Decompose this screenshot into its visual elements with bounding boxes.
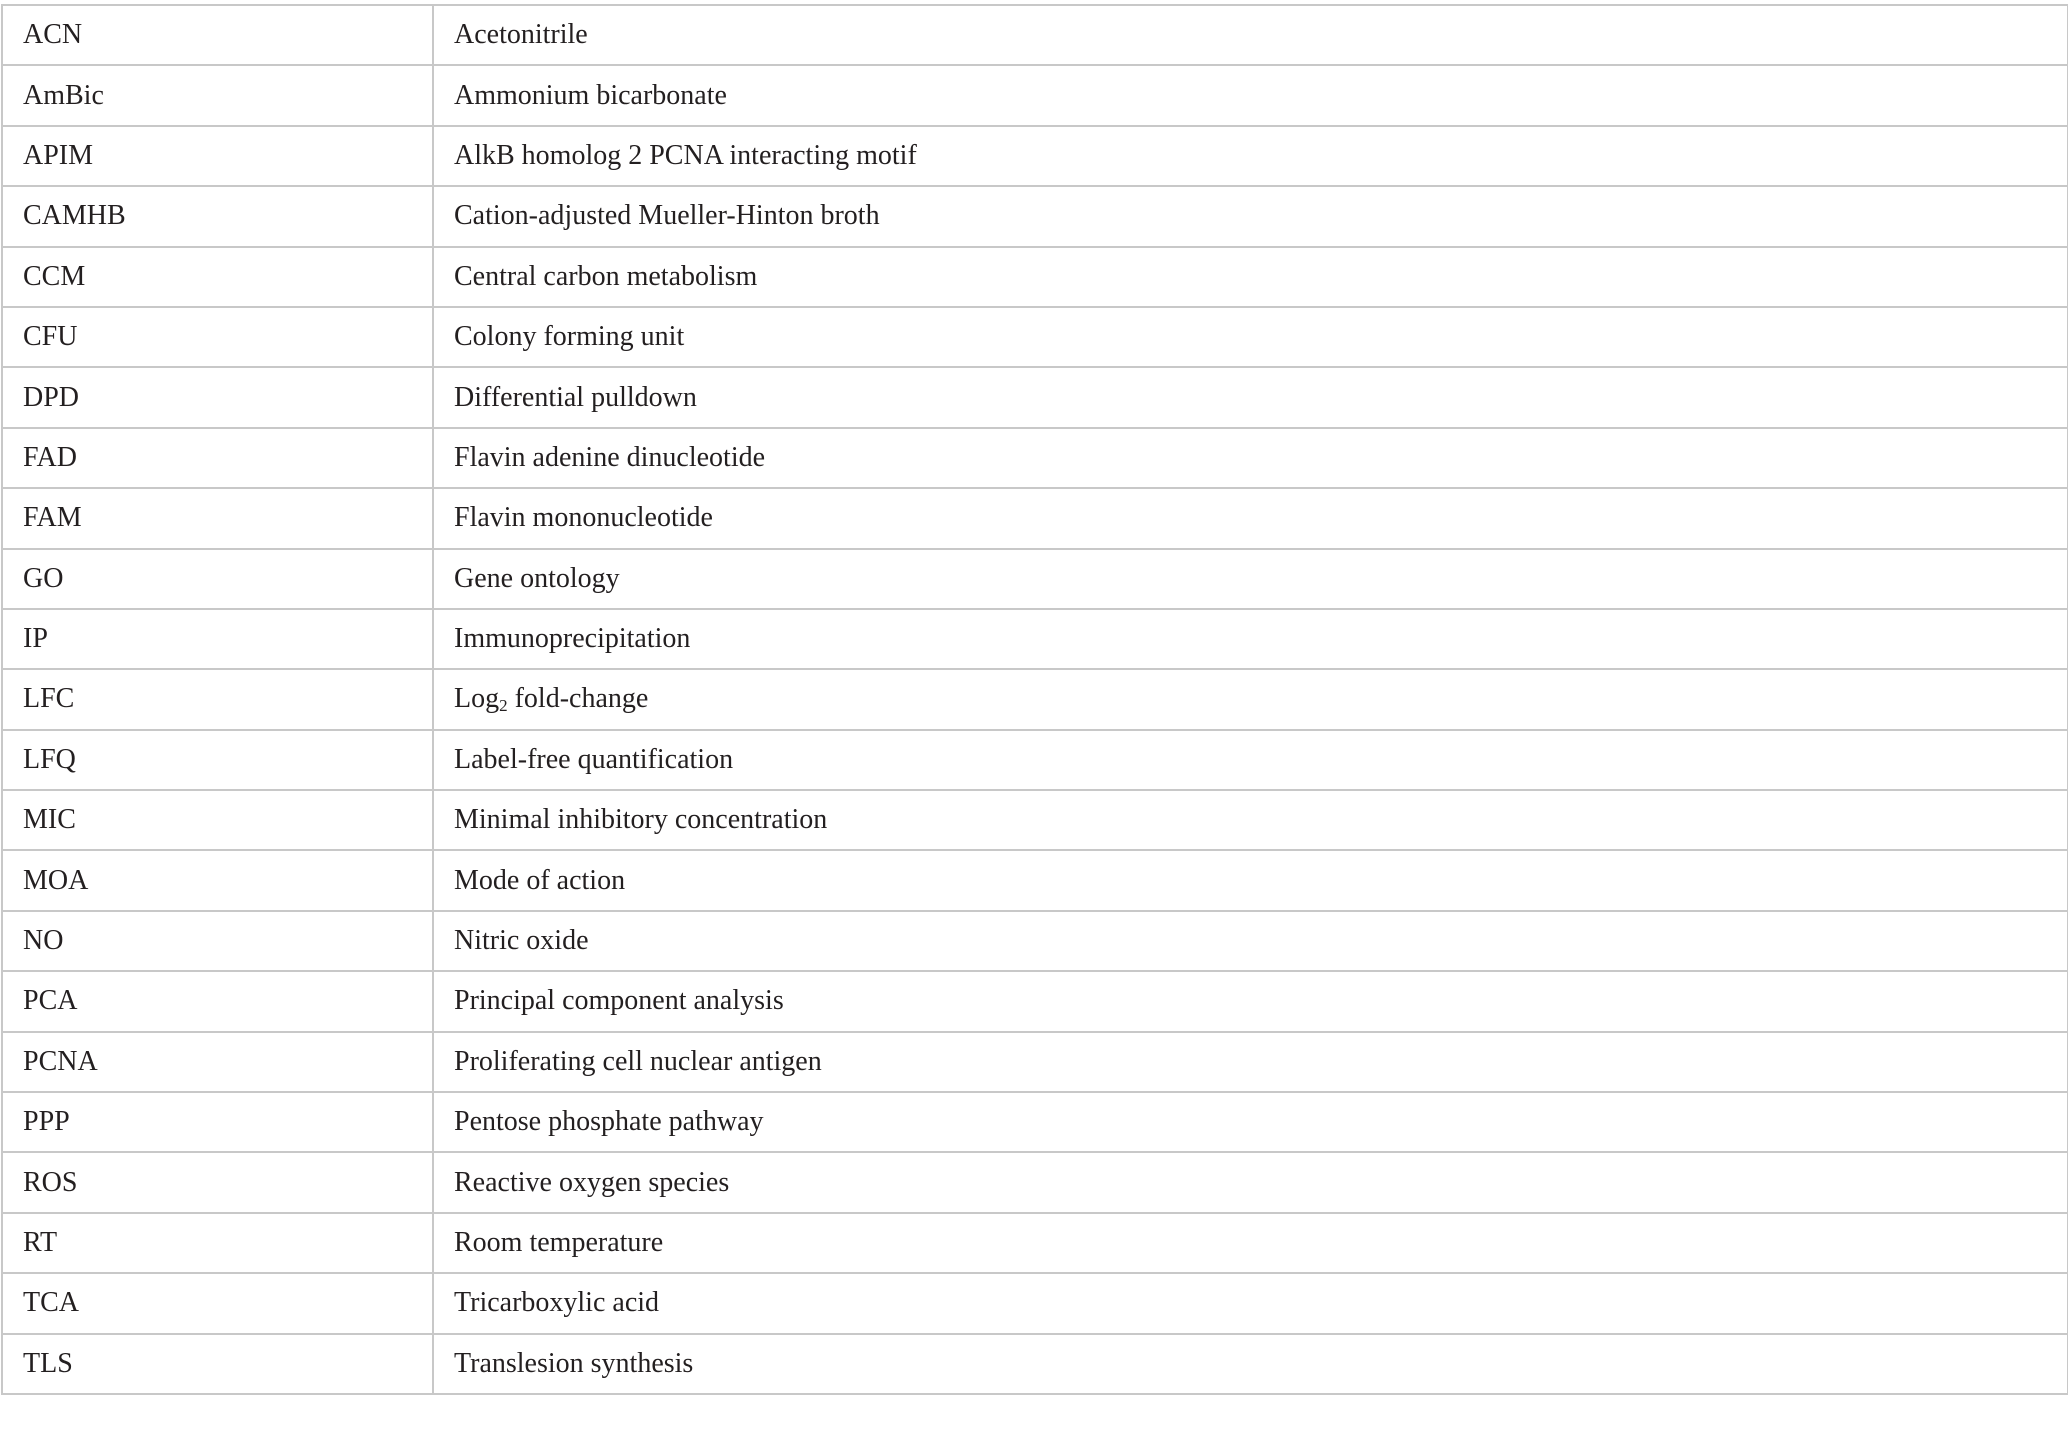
definition-text-after: fold-change: [507, 683, 649, 715]
definition-cell: Gene ontology: [433, 549, 2068, 609]
table-row: [2, 367, 2068, 427]
table-row: [2, 971, 2068, 1031]
table-row: [2, 549, 2068, 609]
abbreviation-cell: IP: [2, 609, 433, 669]
abbreviation-cell: LFC: [2, 669, 433, 729]
definition-cell: Differential pulldown: [433, 367, 2068, 427]
definition-cell: Room temperature: [433, 1213, 2068, 1273]
definition-cell: Translesion synthesis: [433, 1334, 2068, 1394]
definition-cell: Reactive oxygen species: [433, 1152, 2068, 1212]
abbreviation-cell: PPP: [2, 1092, 433, 1152]
definition-cell: Acetonitrile: [433, 5, 2068, 65]
table-row: [2, 1032, 2068, 1092]
table-row: [2, 1334, 2068, 1394]
table-row: [2, 669, 2068, 729]
abbreviation-cell: MIC: [2, 790, 433, 850]
abbreviation-cell: AmBic: [2, 65, 433, 125]
table-row: [2, 609, 2068, 669]
abbreviation-cell: TCA: [2, 1273, 433, 1333]
table-row: [2, 5, 2068, 65]
table-row: [2, 911, 2068, 971]
abbreviation-cell: GO: [2, 549, 433, 609]
abbreviation-cell: ACN: [2, 5, 433, 65]
abbreviation-cell: CFU: [2, 307, 433, 367]
definition-cell: Pentose phosphate pathway: [433, 1092, 2068, 1152]
definition-cell: Nitric oxide: [433, 911, 2068, 971]
abbreviation-cell: APIM: [2, 126, 433, 186]
definition-cell: Label-free quantification: [433, 730, 2068, 790]
table-row: [2, 186, 2068, 246]
definition-cell: Cation-adjusted Mueller-Hinton broth: [433, 186, 2068, 246]
table-row: [2, 126, 2068, 186]
definition-cell: Principal component analysis: [433, 971, 2068, 1031]
abbreviation-cell: DPD: [2, 367, 433, 427]
abbreviation-cell: FAD: [2, 428, 433, 488]
abbreviation-cell: ROS: [2, 1152, 433, 1212]
definition-cell: Mode of action: [433, 850, 2068, 910]
abbreviation-cell: PCNA: [2, 1032, 433, 1092]
table-row: [2, 790, 2068, 850]
abbreviation-cell: LFQ: [2, 730, 433, 790]
definition-subscript: 2: [499, 696, 508, 716]
definition-cell: Central carbon metabolism: [433, 247, 2068, 307]
table-row: [2, 1152, 2068, 1212]
table-row: [2, 850, 2068, 910]
abbreviation-cell: FAM: [2, 488, 433, 548]
definition-text: Log: [454, 683, 500, 715]
table-row: [2, 428, 2068, 488]
abbreviation-cell: MOA: [2, 850, 433, 910]
abbreviation-cell: RT: [2, 1213, 433, 1273]
table-row: [2, 247, 2068, 307]
table-row: [2, 1273, 2068, 1333]
definition-cell: Flavin mononucleotide: [433, 488, 2068, 548]
abbreviation-cell: CAMHB: [2, 186, 433, 246]
table-row: [2, 1092, 2068, 1152]
table-row: [2, 488, 2068, 548]
table-row: [2, 730, 2068, 790]
table-row: [2, 65, 2068, 125]
abbreviations-table: [1, 4, 2068, 1395]
definition-cell: Ammonium bicarbonate: [433, 65, 2068, 125]
abbreviation-cell: PCA: [2, 971, 433, 1031]
definition-cell: Flavin adenine dinucleotide: [433, 428, 2068, 488]
abbreviations-table-body: [2, 5, 2068, 1394]
definition-cell: Proliferating cell nuclear antigen: [433, 1032, 2068, 1092]
abbreviation-cell: TLS: [2, 1334, 433, 1394]
definition-cell: AlkB homolog 2 PCNA interacting motif: [433, 126, 2068, 186]
table-row: [2, 1213, 2068, 1273]
abbreviation-cell: CCM: [2, 247, 433, 307]
definition-cell: Tricarboxylic acid: [433, 1273, 2068, 1333]
definition-cell: Colony forming unit: [433, 307, 2068, 367]
definition-cell: [433, 669, 2068, 729]
abbreviation-cell: NO: [2, 911, 433, 971]
definition-cell: Immunoprecipitation: [433, 609, 2068, 669]
table-row: [2, 307, 2068, 367]
definition-cell: Minimal inhibitory concentration: [433, 790, 2068, 850]
